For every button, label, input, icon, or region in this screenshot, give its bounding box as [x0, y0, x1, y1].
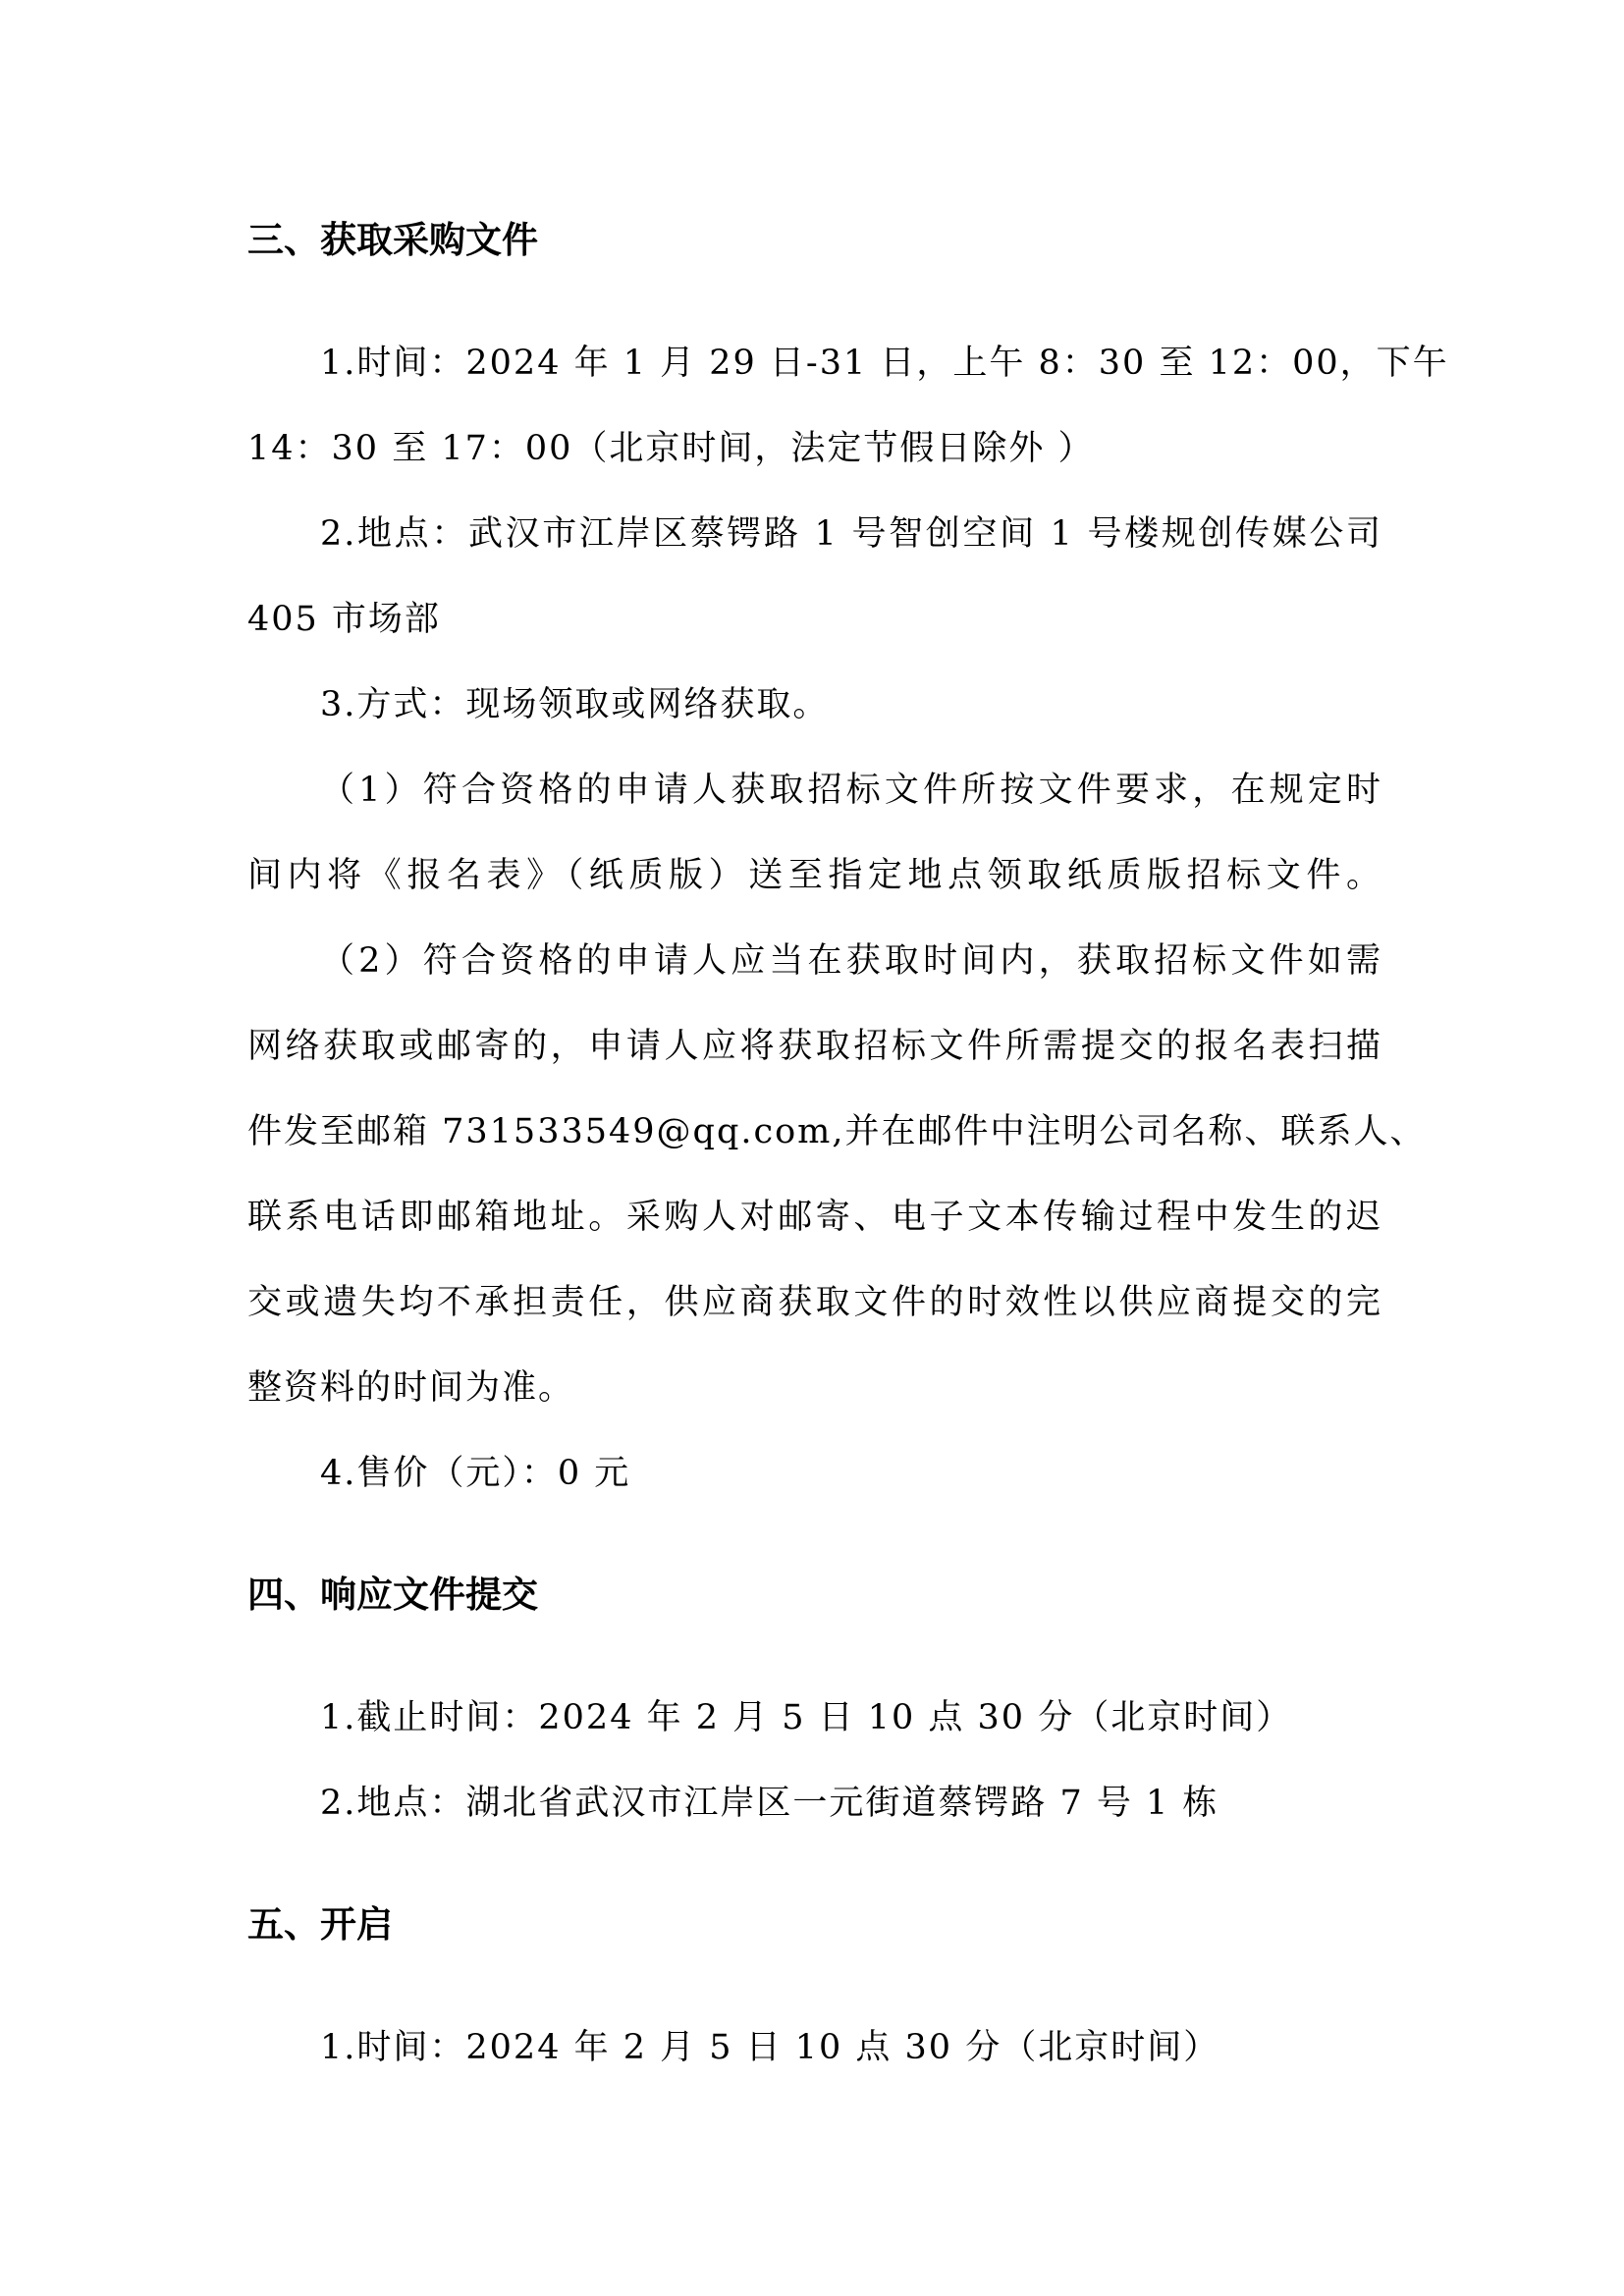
s3-time-line-2: 14：30 至 17：00（北京时间，法定节假日除外 ）: [247, 429, 1095, 468]
s3-sub2-line-6: 整资料的时间为准。: [247, 1368, 575, 1408]
s3-sub1-line-2: 间内将《报名表》（纸质版）送至指定地点领取纸质版招标文件。: [247, 856, 1382, 895]
s3-sub1-line-1: （1）符合资格的申请人获取招标文件所按文件要求，在规定时: [320, 771, 1382, 810]
s3-sub2-line-4: 联系电话即邮箱地址。采购人对邮寄、电子文本传输过程中发生的迟: [247, 1198, 1382, 1237]
s3-time-line-1: 1.时间：2024 年 1 月 29 日-31 日，上午 8：30 至 12：00，下午: [320, 344, 1449, 383]
s3-sub2-line-2: 网络获取或邮寄的，申请人应将获取招标文件所需提交的报名表扫描: [247, 1027, 1382, 1066]
s4-place: 2.地点：湖北省武汉市江岸区一元街道蔡锷路 7 号 1 栋: [320, 1784, 1219, 1823]
section-5-heading: 五、开启: [247, 1903, 393, 1946]
s3-sub2-line-1: （2）符合资格的申请人应当在获取时间内，获取招标文件如需: [320, 941, 1382, 981]
s3-method: 3.方式：现场领取或网络获取。: [320, 685, 830, 724]
s4-deadline: 1.截止时间：2024 年 2 月 5 日 10 点 30 分（北京时间）: [320, 1698, 1293, 1737]
s5-time: 1.时间：2024 年 2 月 5 日 10 点 30 分（北京时间）: [320, 2028, 1220, 2067]
s3-place-line-2: 405 市场部: [247, 600, 441, 639]
s3-price: 4.售价（元）：0 元: [320, 1454, 631, 1493]
s3-sub2-line-5: 交或遗失均不承担责任，供应商获取文件的时效性以供应商提交的完: [247, 1283, 1382, 1322]
section-4-heading: 四、响应文件提交: [247, 1574, 538, 1616]
s3-sub2-line-3: 件发至邮箱 731533549@qq.com,并在邮件中注明公司名称、联系人、: [247, 1112, 1427, 1151]
s3-place-line-1: 2.地点：武汉市江岸区蔡锷路 1 号智创空间 1 号楼规创传媒公司: [320, 514, 1382, 554]
section-3-heading: 三、获取采购文件: [247, 219, 538, 261]
